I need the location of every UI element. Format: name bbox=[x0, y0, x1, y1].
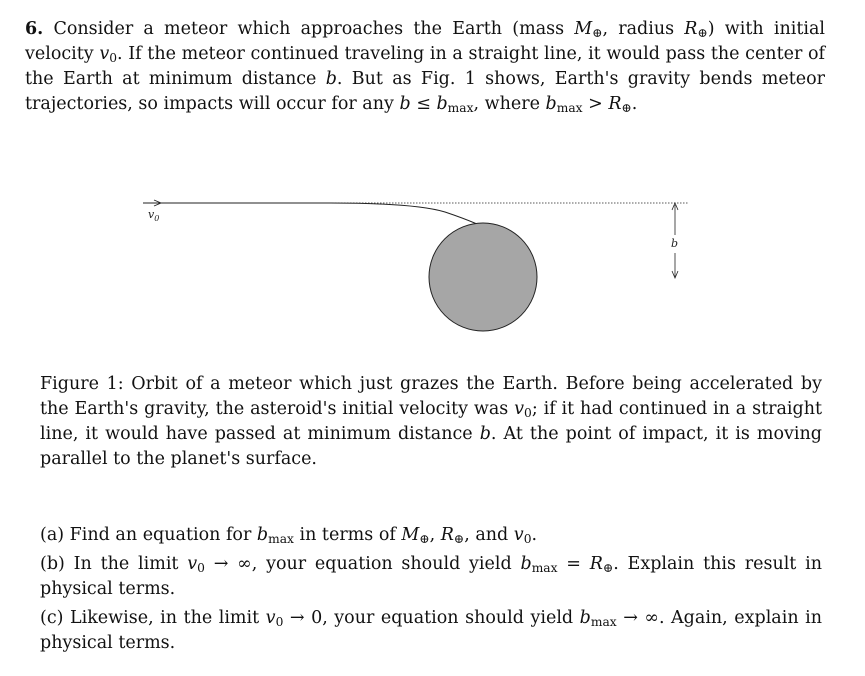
part-text: . Explain this result in physical terms. bbox=[40, 554, 822, 599]
statement-text: . If the meteor continued traveling in a straight line, it would pass the center of the Earth at minimum distance bbox=[25, 44, 825, 89]
part-text: (c) Likewise, in the limit bbox=[40, 608, 266, 628]
earth-subscript: ⊕ bbox=[453, 532, 465, 547]
part-text: → 0, your equation should yield bbox=[283, 608, 580, 628]
earth-radius-symbol: R bbox=[589, 554, 603, 574]
meteor-orbit-figure bbox=[0, 185, 865, 345]
velocity-subscript: 0 bbox=[524, 406, 532, 421]
velocity-symbol: v bbox=[265, 608, 276, 628]
caption-text: ; if it had continued in a straight line, it would have passed at minimum distance bbox=[40, 399, 823, 444]
earth-radius-symbol: R bbox=[440, 525, 454, 545]
b-symbol: b bbox=[479, 424, 491, 444]
part-text: , bbox=[429, 525, 441, 545]
velocity-symbol: v bbox=[513, 525, 524, 545]
part-c bbox=[40, 606, 822, 656]
part-text: → ∞, your equation should yield bbox=[204, 554, 521, 574]
statement-text: Consider a meteor which approaches the Earth (mass bbox=[53, 19, 575, 39]
b-label: b bbox=[671, 237, 679, 250]
question-parts bbox=[40, 523, 822, 660]
statement-text: . But as Fig. 1 shows, Earth's gravity bends meteor trajectories, so impacts will occur for any bbox=[25, 69, 825, 114]
max-subscript: max bbox=[268, 532, 294, 547]
part-b bbox=[40, 552, 822, 602]
earth-mass-symbol: M bbox=[574, 19, 593, 39]
statement-text: , radius bbox=[602, 19, 685, 39]
velocity-subscript: 0 bbox=[197, 561, 205, 576]
part-text: , and bbox=[464, 525, 514, 545]
earth-subscript: ⊕ bbox=[419, 532, 430, 547]
earth-circle bbox=[429, 223, 537, 331]
earth-mass-symbol: M bbox=[401, 525, 420, 545]
part-a bbox=[40, 523, 822, 548]
problem-number: 6. bbox=[25, 19, 44, 39]
bmax-symbol: b bbox=[579, 608, 591, 628]
earth-subscript: ⊕ bbox=[602, 561, 614, 576]
earth-radius-symbol: R bbox=[684, 19, 698, 39]
part-text: (a) Find an equation for bbox=[40, 525, 257, 545]
earth-subscript: ⊕ bbox=[621, 101, 632, 116]
max-subscript: max bbox=[447, 101, 474, 116]
bmax-symbol: b bbox=[256, 525, 269, 545]
part-text: → ∞. Again, explain in physical terms. bbox=[40, 608, 822, 653]
part-text: . bbox=[531, 525, 538, 545]
velocity-subscript: 0 bbox=[275, 615, 284, 630]
earth-subscript: ⊕ bbox=[697, 26, 708, 41]
max-subscript: max bbox=[590, 615, 617, 630]
greater-than-radius: > R bbox=[582, 94, 622, 114]
part-text: (b) In the limit bbox=[40, 554, 188, 574]
velocity-symbol: v bbox=[99, 44, 110, 64]
statement-text: ) with initial velocity bbox=[25, 19, 825, 64]
figure-caption bbox=[40, 372, 822, 472]
max-subscript: max bbox=[531, 561, 558, 576]
inequality: b ≤ b bbox=[399, 94, 448, 114]
meteor-trajectory bbox=[160, 203, 477, 224]
velocity-symbol: v bbox=[514, 399, 525, 419]
problem-statement bbox=[25, 17, 825, 117]
max-subscript: max bbox=[556, 101, 583, 116]
part-text: in terms of bbox=[293, 525, 402, 545]
bmax-symbol: b bbox=[545, 94, 557, 114]
velocity-symbol: v bbox=[187, 554, 198, 574]
bmax-symbol: b bbox=[520, 554, 532, 574]
statement-text: , where bbox=[473, 94, 546, 114]
statement-text: . bbox=[631, 94, 638, 114]
caption-text: . At the point of impact, it is moving parallel to the planet's surface. bbox=[40, 424, 822, 469]
velocity-subscript: 0 bbox=[109, 51, 118, 66]
b-symbol: b bbox=[325, 69, 337, 89]
v0-label: $v_0$ bbox=[148, 208, 160, 223]
part-text: = bbox=[557, 554, 590, 574]
velocity-subscript: 0 bbox=[523, 532, 532, 547]
caption-text: Figure 1: Orbit of a meteor which just grazes the Earth. Before being accelerated by the Earth's gravity, the asteroid's initial velocity was bbox=[40, 374, 822, 419]
earth-subscript: ⊕ bbox=[592, 26, 603, 41]
